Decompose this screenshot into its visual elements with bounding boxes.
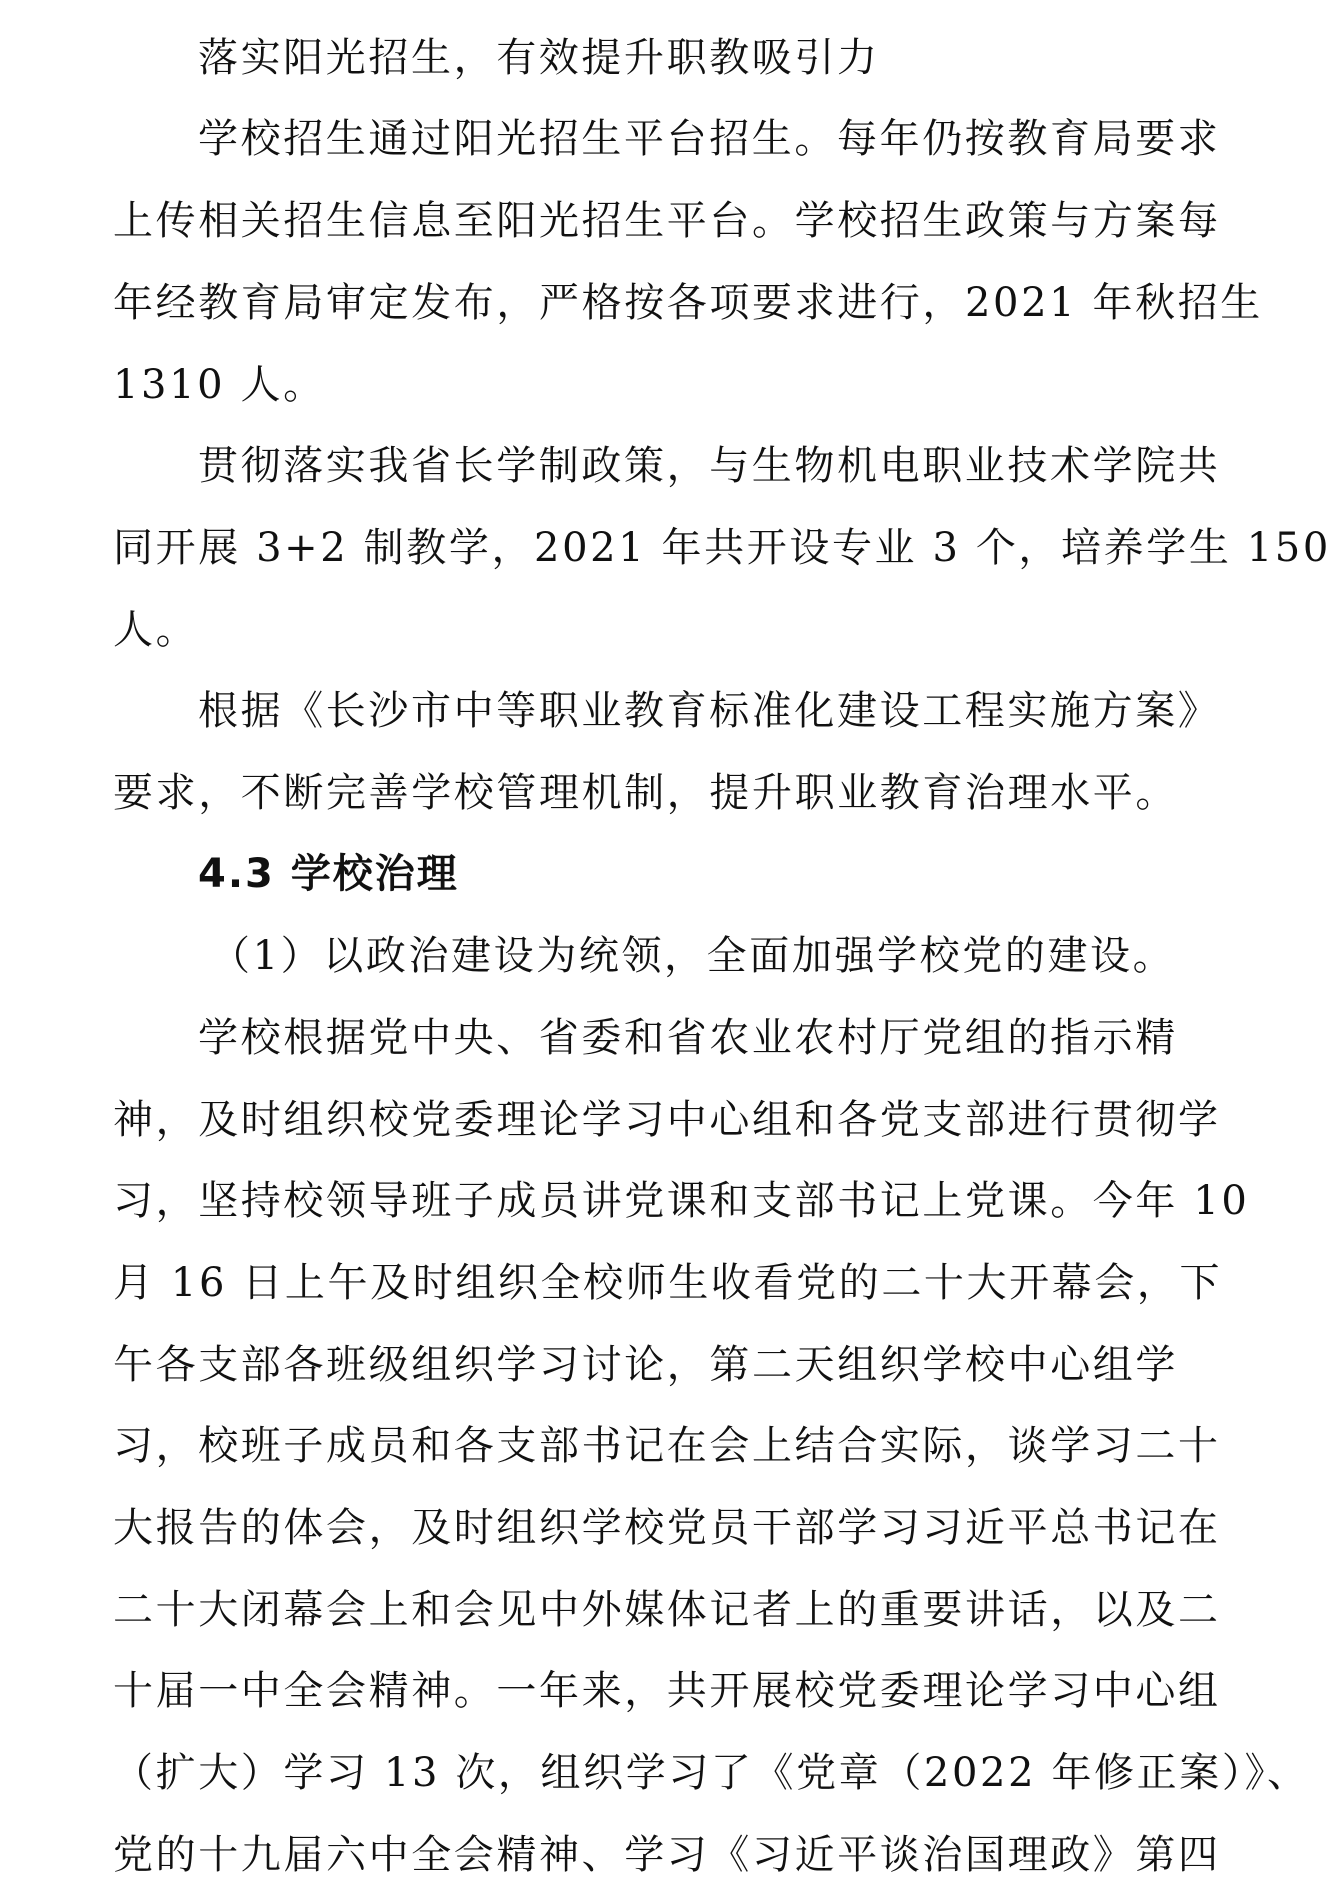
paragraph-line: 年经教育局审定发布，严格按各项要求进行，2021 年秋招生	[113, 280, 1263, 326]
paragraph-line: 上传相关招生信息至阳光招生平台。学校招生政策与方案每	[113, 198, 1221, 244]
paragraph-line: 贯彻落实我省长学制政策，与生物机电职业技术学院共	[198, 443, 1221, 489]
paragraph-line: 神，及时组织校党委理论学习中心组和各党支部进行贯彻学	[113, 1097, 1221, 1143]
paragraph-line: 落实阳光招生，有效提升职教吸引力	[198, 35, 880, 81]
paragraph-line: 午各支部各班级组织学习讨论，第二天组织学校中心组学	[113, 1342, 1178, 1388]
paragraph-line: 大报告的体会，及时组织学校党员干部学习习近平总书记在	[113, 1505, 1221, 1551]
paragraph-line: 学校根据党中央、省委和省农业农村厅党组的指示精	[198, 1015, 1178, 1061]
paragraph-line: 学校招生通过阳光招生平台招生。每年仍按教育局要求	[198, 116, 1221, 162]
paragraph-line: 党的十九届六中全会精神、学习《习近平谈治国理政》第四	[113, 1832, 1221, 1878]
paragraph-line: 习，坚持校领导班子成员讲党课和支部书记上党课。今年 10	[113, 1178, 1250, 1224]
paragraph-line: 二十大闭幕会上和会见中外媒体记者上的重要讲话，以及二	[113, 1587, 1221, 1633]
paragraph-line: 要求，不断完善学校管理机制，提升职业教育治理水平。	[113, 770, 1178, 816]
subheading: （1）以政治建设为统领，全面加强学校党的建设。	[210, 933, 1176, 979]
paragraph-line: 同开展 3+2 制教学，2021 年共开设专业 3 个，培养学生 150	[113, 525, 1331, 571]
paragraph-line: 1310 人。	[113, 362, 326, 408]
paragraph-line: 月 16 日上午及时组织全校师生收看党的二十大开幕会，下	[113, 1260, 1223, 1306]
paragraph-line: 十届一中全会精神。一年来，共开展校党委理论学习中心组	[113, 1668, 1221, 1714]
section-heading: 4.3 学校治理	[198, 851, 459, 897]
paragraph-line: 人。	[113, 607, 199, 653]
paragraph-line: （扩大）学习 13 次，组织学习了《党章（2022 年修正案）》、	[113, 1750, 1310, 1796]
paragraph-line: 习，校班子成员和各支部书记在会上结合实际，谈学习二十	[113, 1423, 1221, 1469]
paragraph-line: 根据《长沙市中等职业教育标准化建设工程实施方案》	[198, 688, 1221, 734]
